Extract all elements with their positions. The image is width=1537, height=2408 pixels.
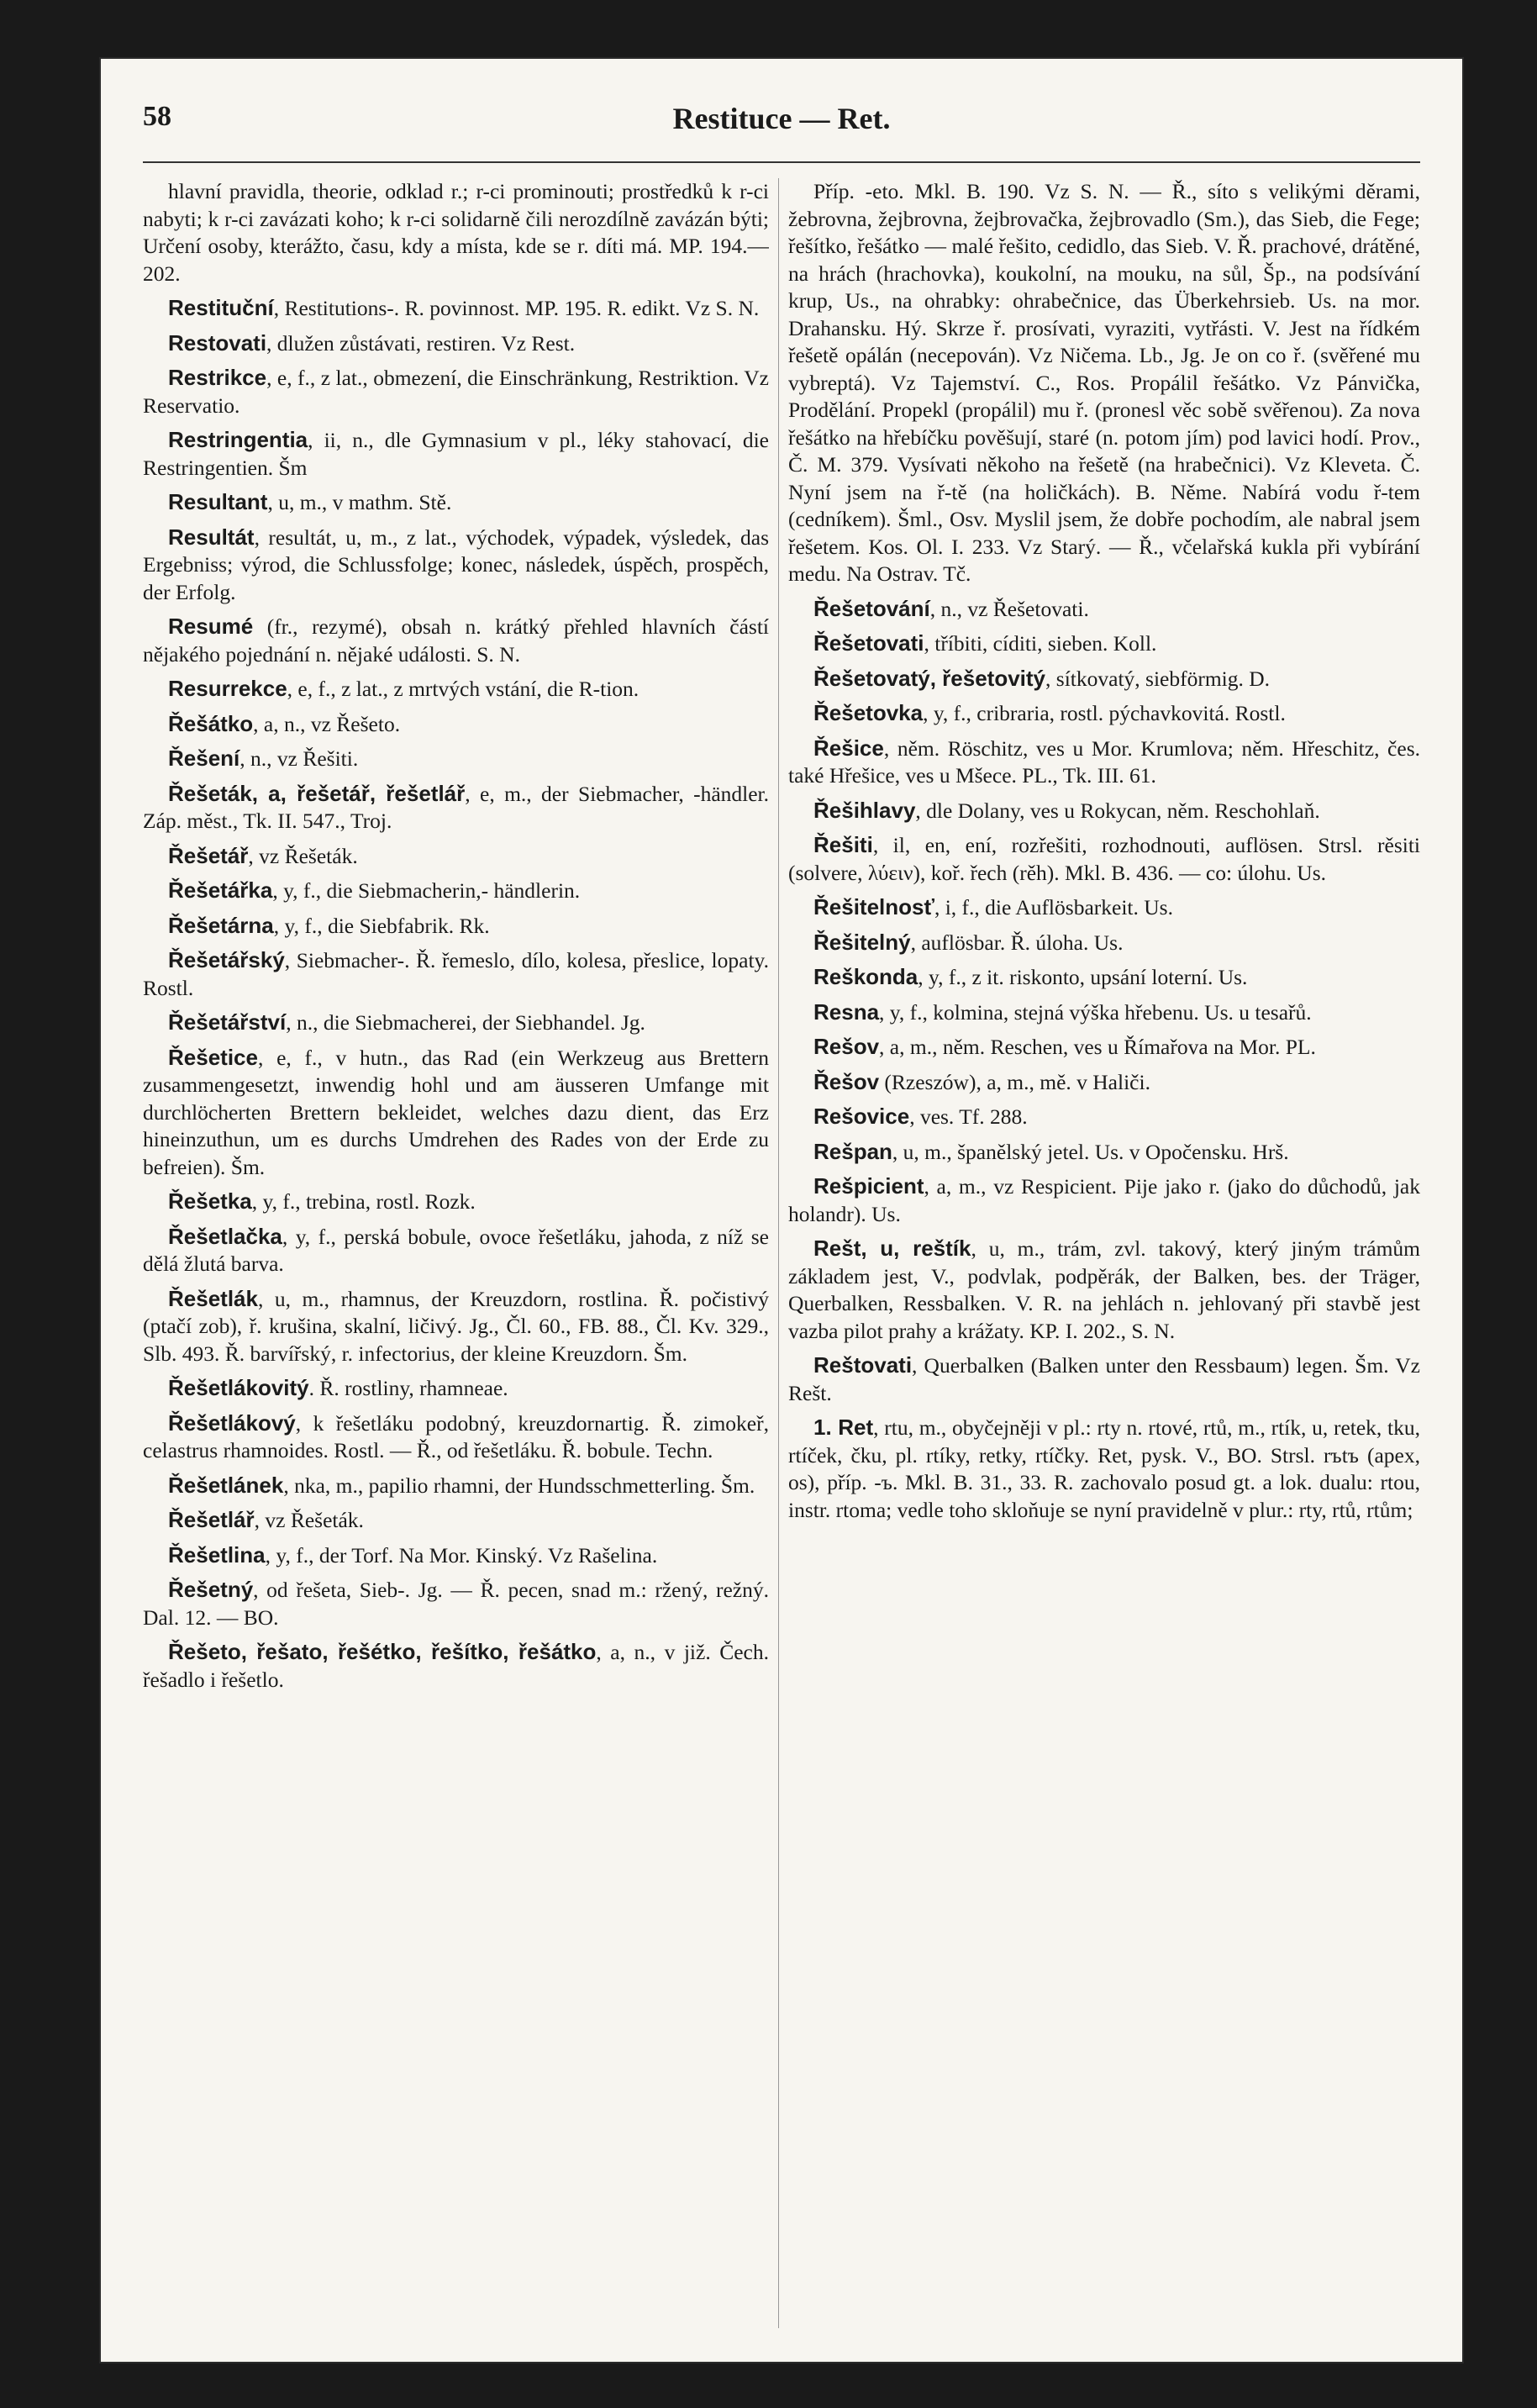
dictionary-entry bbox=[788, 1068, 1420, 1097]
entry-headword: Řešetlákovitý bbox=[168, 1375, 309, 1400]
entry-definition: , vz Řešeták. bbox=[254, 1508, 364, 1532]
entry-definition: , il, en, ení, rozřešiti, rozhodnouti, auflösen. Strsl. rěsiti (solvere, λύειν), koř. řech (rěh). Mkl. B. 436. — co: úlohu. Us. bbox=[788, 833, 1420, 885]
entry-headword: Restituční bbox=[168, 295, 274, 320]
entry-headword: Reškonda bbox=[813, 964, 919, 989]
entry-definition: , e, f., v hutn., das Rad (ein Werkzeug aus Brettern zusammengesetzt, inwendig hohl und am äusseren Umfange mit durchlöcherten Brettern bekleidet, welches dazu dient, das Erz hineinzuthun, um es durchs Umdrehen des Rades von der Erde zu befreien). Šm. bbox=[143, 1045, 769, 1179]
dictionary-entry bbox=[788, 963, 1420, 992]
dictionary-entry bbox=[143, 780, 769, 835]
entry-definition: , od řešeta, Sieb-. Jg. — Ř. pecen, snad m.: ržený, režný. Dal. 12. — BO. bbox=[143, 1578, 769, 1630]
dictionary-entry bbox=[788, 1033, 1420, 1062]
dictionary-entry bbox=[143, 745, 769, 773]
dictionary-entry bbox=[788, 1235, 1420, 1345]
entry-headword: Restrikce bbox=[168, 365, 267, 390]
dictionary-entry bbox=[143, 1009, 769, 1037]
entry-definition: , y, f., cribraria, rostl. pýchavkovitá. Rostl. bbox=[923, 701, 1286, 725]
header-rule bbox=[143, 161, 1420, 163]
entry-headword: Řešetář bbox=[168, 842, 249, 868]
entry-definition: , resultát, u, m., z lat., východek, výpadek, výsledek, das Ergebniss; výrod, die Schlussfolge; konec, následek, úspěch, prospěch, der Erfolg. bbox=[143, 524, 769, 604]
entry-definition: , u, m., trám, zvl. takový, který jiným trámům základem jest, V., podvlak, podpěrák, der Balken, bes. der Träger, Querbalken, Ressbalken. V. R. na jehlách n. jehlovaný při stavbě jest vazba pilot prahy a krážaty. KP. I. 202., S. N. bbox=[788, 1236, 1420, 1343]
dictionary-entry bbox=[143, 1223, 769, 1278]
entry-definition: , tříbiti, cíditi, sieben. Koll. bbox=[924, 631, 1157, 656]
entry-headword: Řešeták, a, řešetář, řešetlář bbox=[168, 780, 466, 806]
dictionary-entry bbox=[143, 178, 769, 287]
entry-definition: , u, m., rhamnus, der Kreuzdorn, rostlina. Ř. počistivý (ptačí zob), ř. krušina, skalní, ličivý. Jg., Čl. 60., FB. 88., Čl. Kv. 329., Slb. 493. Ř. barvířský, r. infectorius, der kleine Kreuzdorn. Šm. bbox=[143, 1286, 769, 1366]
entry-headword: Řešitelný bbox=[813, 929, 911, 955]
entry-headword: Řešátko bbox=[168, 710, 254, 736]
entry-headword: Rešov bbox=[813, 1034, 880, 1059]
entry-headword: Resumé bbox=[168, 614, 254, 639]
entry-definition: . Ř. rostliny, rhamneae. bbox=[308, 1376, 508, 1400]
dictionary-entry bbox=[788, 630, 1420, 658]
entry-headword: Řešetářský bbox=[168, 947, 285, 972]
entry-headword: 1. Ret bbox=[813, 1415, 874, 1440]
entry-headword: Řešetlina bbox=[168, 1541, 266, 1568]
page-header bbox=[143, 101, 1420, 151]
entry-headword: Rešovice bbox=[813, 1104, 910, 1129]
entry-definition: , i, f., die Auflösbarkeit. Us. bbox=[934, 895, 1173, 919]
entry-definition: , u, m., v mathm. Stě. bbox=[267, 490, 452, 514]
dictionary-entry bbox=[788, 1138, 1420, 1167]
entry-definition: , něm. Röschitz, ves u Mor. Krumlova; něm. Hřeschitz, čes. také Hřešice, ves u Mšece. PL., Tk. III. 61. bbox=[788, 735, 1420, 788]
entry-definition: , y, f., trebina, rostl. Rozk. bbox=[251, 1189, 476, 1214]
entry-headword: Řešení bbox=[168, 746, 240, 771]
dictionary-entry bbox=[143, 912, 769, 941]
entry-headword: Resna bbox=[813, 999, 880, 1025]
entry-definition: , e, f., z lat., z mrtvých vstání, die R-tion. bbox=[287, 677, 640, 701]
entry-headword: Řešetování bbox=[813, 595, 930, 621]
dictionary-entry bbox=[143, 1472, 769, 1500]
entry-headword: Rešt, u, reštík bbox=[813, 1236, 971, 1261]
running-title: Restituce — Ret. bbox=[672, 102, 891, 135]
entry-headword: Řešetárna bbox=[168, 912, 274, 938]
entry-definition: , y, f., perská bobule, ovoce řešetláku, jahoda, z níž se dělá žlutá barva. bbox=[143, 1224, 769, 1276]
entry-headword: Řešetlákový bbox=[168, 1409, 296, 1436]
entry-definition: , k řešetláku podobný, kreuzdornartig. Ř. zimokeř, celastrus rhamnoides. Rostl. — Ř., od řešetláku. Ř. bobule. Techn. bbox=[143, 1410, 769, 1462]
dictionary-entry bbox=[143, 675, 769, 703]
right-column bbox=[788, 178, 1420, 2328]
dictionary-entry bbox=[143, 1541, 769, 1570]
entry-definition: Příp. -eto. Mkl. B. 190. Vz S. N. — Ř., síto s velikými děrami, žebrovna, žejbrovna, žejbrovačka, žejbrovadlo (Sm.), das Sieb, die Fege; řešítko, řešátko — malé řešito, cedidlo, das Sieb. V. Ř. prachové, drátěné, na hrách (hrachovka), koukolní, na mouku, na sůl, Šp., na podsívání krup, Us., na ohrabky: ohrabečnice, das Überkehrsieb. Us. na mor. Drahansku. Hý. Skrze ř. prosívati, vyraziti, vytřásti. V. Jest na řídkém řešetě opálán (necepován). Vz Ničema. Lb., Jg. Je on co ř. (svěřené mu vybreptá). Vz Tajemství. C., Ros. Propálil řešátko. Vz Pánvička, Prodělání. Propekl (propálil) mu ř. (pronesl věc sobě svěřenou). Za nova řešátko na hřebíčku pověšují, staré (n. potom jím) pod lavici hodí. Prov., Č. M. 379. Vysívati někoho na řešetě (na hrabečnici). Vz Kleveta. Č. Nyní jsem na ř-tě (na holičkách). B. Něme. Nabírá vodu ř-tem (cedníkem). Šml., Osv. Myslil jsem, že dobře pochodím, ale nabral jsem řešetem. Kos. Ol. I. 233. Vz Starý. — Ř., včelařská kukla při vybírání medu. Na Ostrav. Tč. bbox=[788, 179, 1420, 586]
dictionary-entry bbox=[143, 842, 769, 871]
entry-definition: , y, f., die Siebfabrik. Rk. bbox=[273, 913, 490, 938]
dictionary-entry bbox=[788, 699, 1420, 728]
entry-headword: Restovati bbox=[168, 329, 267, 356]
entry-headword: Řešetářství bbox=[168, 1009, 287, 1035]
entry-headword: Resultát bbox=[168, 524, 255, 550]
entry-headword: Reštovati bbox=[813, 1352, 913, 1378]
page-number: 58 bbox=[143, 101, 171, 132]
entry-definition: , y, f., der Torf. Na Mor. Kinský. Vz Rašelina. bbox=[265, 1542, 658, 1568]
entry-headword: Řešihlavy bbox=[813, 797, 916, 823]
entry-definition: , sítkovatý, siebförmig. D. bbox=[1045, 666, 1271, 691]
entry-definition: , Querbalken (Balken unter den Ressbaum) legen. Šm. Vz Rešt. bbox=[788, 1353, 1420, 1405]
dictionary-entry bbox=[143, 1285, 769, 1368]
dictionary-entry bbox=[143, 329, 769, 358]
entry-definition: , dlužen zůstávati, restiren. Vz Rest. bbox=[266, 330, 576, 356]
entry-headword: Resurrekce bbox=[168, 676, 287, 701]
entry-headword: Řešitelnosť bbox=[813, 894, 934, 919]
entry-definition: , a, m., vz Respicient. Pije jako r. (jako do důchodů, jak holandr). Us. bbox=[788, 1174, 1420, 1226]
entry-definition: , y, f., z it. riskonto, upsání loterní. Us. bbox=[918, 965, 1248, 989]
entry-headword: Resultant bbox=[168, 489, 268, 514]
dictionary-entry bbox=[143, 364, 769, 419]
entry-definition: , a, m., něm. Reschen, ves u Římařova na Mor. PL. bbox=[879, 1035, 1316, 1059]
dictionary-entry bbox=[143, 426, 769, 482]
entry-definition: , ves. Tf. 288. bbox=[909, 1104, 1028, 1129]
entry-headword: Řešetlačka bbox=[168, 1223, 282, 1249]
dictionary-entry bbox=[788, 797, 1420, 825]
dictionary-entry bbox=[143, 946, 769, 1002]
entry-headword: Řešetný bbox=[168, 1577, 254, 1602]
entry-definition: , n., vz Řešetovati. bbox=[929, 596, 1089, 621]
dictionary-page bbox=[101, 59, 1462, 2362]
entry-headword: Rešpicient bbox=[813, 1173, 924, 1199]
entry-headword: Řešetlák bbox=[168, 1285, 258, 1311]
dictionary-entry bbox=[143, 1506, 769, 1535]
dictionary-entry bbox=[788, 929, 1420, 957]
dictionary-entry bbox=[788, 595, 1420, 624]
dictionary-entry bbox=[143, 710, 769, 739]
entry-headword: Řešetářka bbox=[168, 877, 273, 903]
entry-definition: , a, n., vz Řešeto. bbox=[253, 711, 401, 736]
entry-headword: Řešetovatý, řešetovitý bbox=[813, 665, 1046, 691]
dictionary-entry bbox=[143, 1638, 769, 1694]
dictionary-entry bbox=[143, 1374, 769, 1403]
entry-definition: (fr., rezymé), obsah n. krátký přehled hlavních částí nějakého pojednání n. nějaké události. S. N. bbox=[143, 614, 769, 667]
entry-definition: , Restitutions-. R. povinnost. MP. 195. R. edikt. Vz S. N. bbox=[273, 296, 760, 320]
entry-definition: , auflösbar. Ř. úloha. Us. bbox=[910, 930, 1124, 955]
dictionary-entry bbox=[788, 893, 1420, 922]
entry-headword: Řešiti bbox=[813, 832, 873, 857]
entry-definition: , n., vz Řešiti. bbox=[239, 746, 359, 771]
entry-definition: , e, f., z lat., obmezení, die Einschränkung, Restriktion. Vz Reservatio. bbox=[143, 366, 769, 418]
entry-definition: , nka, m., papilio rhamni, der Hundsschmetterling. Šm. bbox=[283, 1473, 755, 1498]
entry-definition: , e, m., der Siebmacher, -händler. Záp. měst., Tk. II. 547., Troj. bbox=[143, 781, 769, 833]
entry-headword: Řešov bbox=[813, 1068, 880, 1094]
entry-definition: hlavní pravidla, theorie, odklad r.; r-ci prominouti; prostředků k r-ci nabyti; k r-ci zavázati koho; k r-ci solidarně čili nerozdílně zavázán býti; Určení osoby, kterážto, času, kdy a místa, kde se r. díti má. MP. 194.—202. bbox=[143, 179, 769, 286]
entry-headword: Řešetka bbox=[168, 1188, 252, 1214]
entry-headword: Řešetlář bbox=[168, 1507, 255, 1532]
entry-definition: , n., die Siebmacherei, der Siebhandel. Jg. bbox=[286, 1010, 645, 1035]
entry-headword: Řešeto, řešato, řešétko, řešítko, řešátko bbox=[168, 1639, 597, 1664]
entry-definition: , dle Dolany, ves u Rokycan, něm. Reschohlaň. bbox=[915, 798, 1320, 823]
dictionary-entry bbox=[788, 735, 1420, 790]
dictionary-entry bbox=[143, 1188, 769, 1216]
dictionary-entry bbox=[788, 1103, 1420, 1131]
entry-headword: Řešetovka bbox=[813, 700, 924, 725]
entry-definition: , rtu, m., obyčejněji v pl.: rty n. rtové, rtů, m., rtík, u, retek, tku, rtíček, čku, pl. rtíky, retky, rtíčky. Ret, pysk. V., BO. Strsl. rъtъ (apex, os), příp. -ъ. Mkl. B. 31., 33. R. zachovalo posud gt. a lok. dualu: rtou, instr. rtoma; vedle toho skloňuje se nyní pravidelně v plur.: rty, rtů, rtům; bbox=[788, 1415, 1420, 1522]
dictionary-entry bbox=[143, 877, 769, 905]
entry-definition: (Rzeszów), a, m., mě. v Haliči. bbox=[879, 1069, 1150, 1094]
entry-headword: Řešice bbox=[813, 735, 884, 761]
entry-headword: Rešpan bbox=[813, 1138, 892, 1164]
dictionary-entry bbox=[788, 999, 1420, 1027]
entry-definition: , vz Řešeták. bbox=[248, 843, 358, 868]
dictionary-entry bbox=[788, 831, 1420, 887]
dictionary-entry bbox=[788, 178, 1420, 588]
left-column bbox=[143, 178, 769, 2328]
dictionary-entry bbox=[788, 665, 1420, 693]
column-divider bbox=[778, 178, 779, 2328]
dictionary-entry bbox=[143, 294, 769, 323]
dictionary-entry bbox=[143, 1409, 769, 1465]
dictionary-entry bbox=[143, 488, 769, 517]
dictionary-entry bbox=[788, 1414, 1420, 1524]
entry-definition: , y, f., kolmina, stejná výška hřebenu. Us. u tesařů. bbox=[879, 999, 1312, 1025]
entry-headword: Řešetovati bbox=[813, 630, 924, 656]
dictionary-entry bbox=[143, 1044, 769, 1182]
entry-headword: Restringentia bbox=[168, 427, 308, 452]
entry-headword: Řešetice bbox=[168, 1044, 258, 1070]
dictionary-entry bbox=[143, 613, 769, 668]
entry-definition: , y, f., die Siebmacherin,- händlerin. bbox=[272, 878, 581, 903]
entry-headword: Řešetlánek bbox=[168, 1472, 284, 1498]
entry-definition: , Siebmacher-. Ř. řemeslo, dílo, kolesa, přeslice, lopaty. Rostl. bbox=[143, 948, 769, 1000]
dictionary-entry bbox=[788, 1352, 1420, 1407]
entry-definition: , ii, n., dle Gymnasium v pl., léky stahovací, die Restringentien. Šm bbox=[143, 428, 769, 480]
entry-definition: , a, n., v již. Čech. řešadlo i řešetlo. bbox=[143, 1640, 769, 1692]
dictionary-entry bbox=[788, 1172, 1420, 1228]
dictionary-entry bbox=[143, 1576, 769, 1631]
dictionary-entry bbox=[143, 524, 769, 607]
entry-definition: , u, m., španělský jetel. Us. v Opočensku. Hrš. bbox=[892, 1139, 1289, 1164]
